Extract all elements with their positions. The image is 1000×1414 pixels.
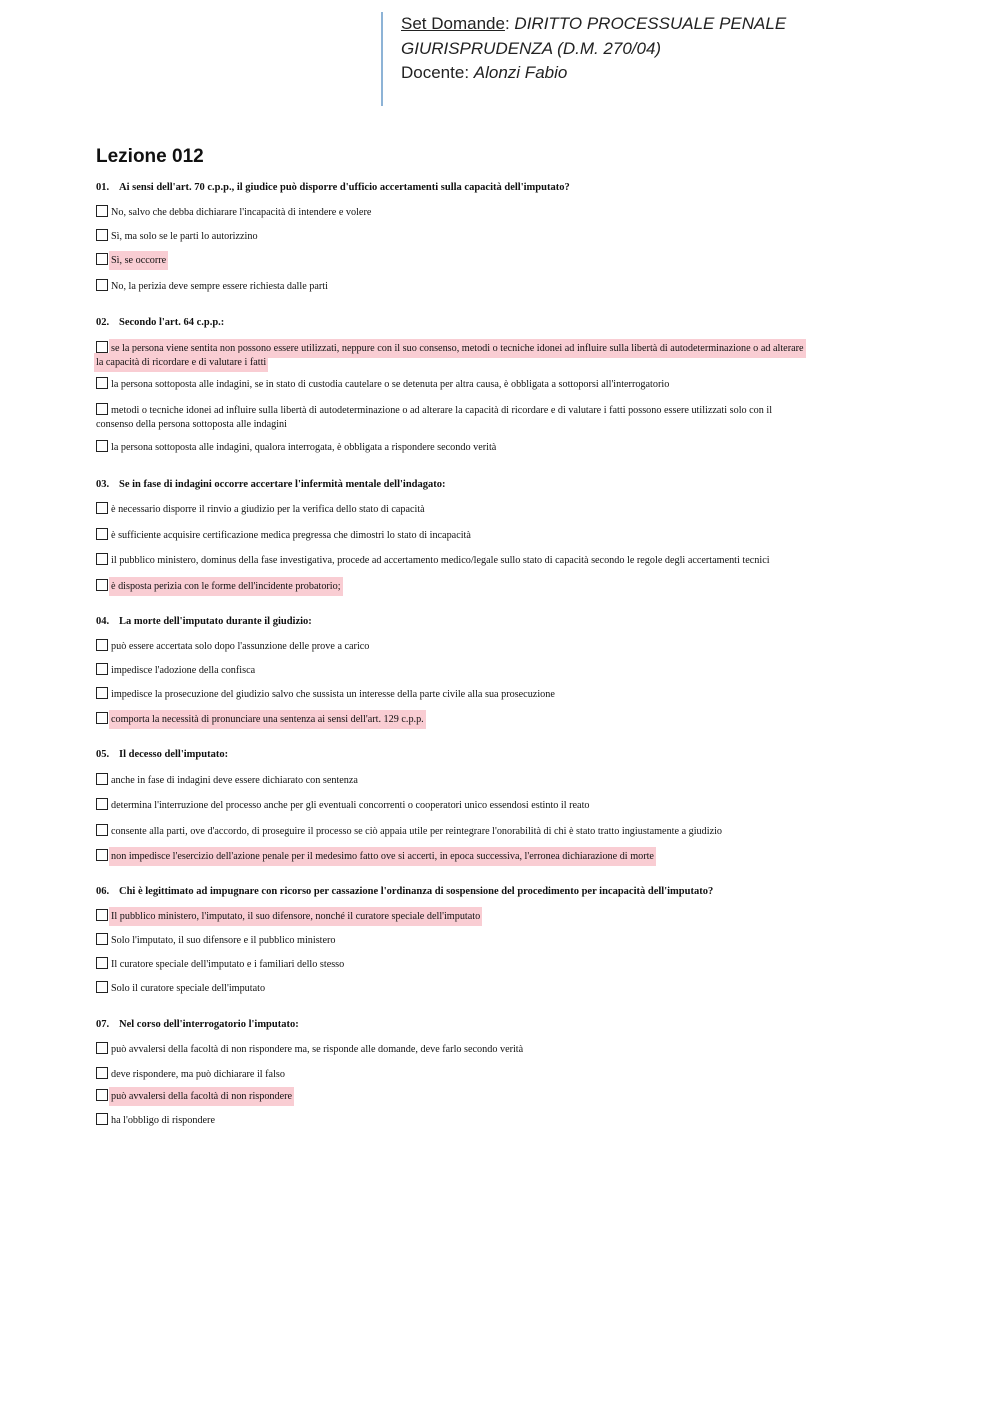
set-label: Set Domande — [401, 14, 505, 33]
header-course-line2 — [401, 37, 941, 62]
question-label: Nel corso dell'interrogatorio l'imputato: — [119, 1019, 299, 1030]
answer-text: No, salvo che debba dichiarare l'incapacità di intendere e volere — [111, 207, 372, 218]
answer-text: comporta la necessità di pronunciare una sentenza ai sensi dell'art. 129 c.p.p. — [111, 714, 424, 725]
answer-checkbox[interactable] — [96, 824, 108, 836]
answer-line-continued — [96, 356, 896, 370]
answer-text: è disposta perizia con le forme dell'incidente probatorio; — [111, 581, 341, 592]
answer-text: la persona sottoposta alle indagini, qualora interrogata, è obbligata a rispondere secondo verità — [111, 442, 497, 453]
answer-line — [96, 639, 896, 654]
answer-checkbox[interactable] — [96, 1113, 108, 1125]
answer-text: è necessario disporre il rinvio a giudizio per la verifica dello stato di capacità — [111, 504, 425, 515]
answer-text: il pubblico ministero, dominus della fase investigativa, procede ad accertamento medico/legale sullo stato di capacità secondo le regole degli accertamenti tecnici — [111, 555, 770, 566]
answer-option[interactable] — [96, 798, 896, 813]
answer-option[interactable] — [96, 553, 896, 568]
answer-option[interactable] — [96, 341, 896, 370]
answer-option[interactable] — [96, 377, 896, 392]
answer-text: deve rispondere, ma può dichiarare il falso — [111, 1069, 285, 1080]
answer-option[interactable] — [96, 1089, 896, 1104]
answer-option[interactable] — [96, 205, 896, 220]
answer-line — [96, 1042, 896, 1057]
answer-option[interactable] — [96, 849, 896, 864]
answer-option[interactable] — [96, 687, 896, 702]
question-label: Chi è legittimato ad impugnare con ricorso per cassazione l'ordinanza di sospensione del procedimento per incapacità dell'imputato? — [119, 886, 714, 897]
answer-text: Sì, se occorre — [111, 255, 167, 266]
answer-line — [96, 933, 896, 948]
answer-line — [96, 528, 896, 543]
answer-text: può essere accertata solo dopo l'assunzione delle prove a carico — [111, 641, 370, 652]
answer-option[interactable] — [96, 1042, 896, 1057]
answer-checkbox[interactable] — [96, 687, 108, 699]
answer-checkbox[interactable] — [96, 579, 108, 591]
answer-text: la persona sottoposta alle indagini, se in stato di custodia cautelare o se detenuta per altra causa, è obbligata a sottoporsi all'interrogatorio — [111, 379, 670, 390]
answer-option[interactable] — [96, 279, 896, 294]
question-text — [96, 615, 312, 629]
answer-checkbox[interactable] — [96, 528, 108, 540]
question-label: La morte dell'imputato durante il giudizio: — [119, 616, 312, 627]
question-text — [96, 748, 228, 762]
question-text — [96, 885, 713, 899]
set-colon: : — [504, 14, 510, 33]
course-name-line2: GIURISPRUDENZA (D.M. 270/04) — [401, 38, 662, 58]
answer-line — [96, 1113, 896, 1128]
question-number: 02. — [96, 317, 110, 328]
answer-line — [96, 502, 896, 517]
question-label: Secondo l'art. 64 c.p.p.: — [119, 317, 225, 328]
answer-text: può avvalersi della facoltà di non rispondere — [111, 1091, 293, 1102]
question-number: 03. — [96, 479, 110, 490]
answer-checkbox[interactable] — [96, 849, 108, 861]
question-number: 05. — [96, 749, 110, 760]
answer-line — [96, 1067, 896, 1082]
answer-checkbox[interactable] — [96, 639, 108, 651]
answer-line — [96, 403, 896, 418]
answer-checkbox[interactable] — [96, 981, 108, 993]
question-number: 07. — [96, 1019, 110, 1030]
question-label: Il decesso dell'imputato: — [119, 749, 229, 760]
answer-text: impedisce la prosecuzione del giudizio salvo che sussista un interesse della parte civile alla sua prosecuzione — [111, 689, 555, 700]
answer-text: non impedisce l'esercizio dell'azione penale per il medesimo fatto ove si accerti, in epoca successiva, l'erronea dichiarazione di morte — [111, 851, 654, 862]
answer-option[interactable] — [96, 440, 896, 455]
answer-option[interactable] — [96, 639, 896, 654]
answer-checkbox[interactable] — [96, 712, 108, 724]
question-text — [96, 1018, 299, 1032]
answer-line — [96, 909, 896, 924]
answer-line — [96, 687, 896, 702]
answer-checkbox[interactable] — [96, 377, 108, 389]
answer-checkbox[interactable] — [96, 773, 108, 785]
question-number: 06. — [96, 886, 110, 897]
answer-text: ha l'obbligo di rispondere — [111, 1115, 215, 1126]
answer-line — [96, 663, 896, 678]
answer-text: Solo l'imputato, il suo difensore e il pubblico ministero — [111, 935, 336, 946]
header-set-line — [401, 12, 941, 37]
answer-text: metodi o tecniche idonei ad influire sulla libertà di autodeterminazione o ad alterare la capacità di ricordare e di valutare i fatti possono essere utilizzati solo con il — [111, 405, 773, 416]
answer-option[interactable] — [96, 712, 896, 727]
answer-line — [96, 553, 896, 568]
answer-checkbox[interactable] — [96, 1089, 108, 1101]
teacher-name: Alonzi Fabio — [473, 63, 568, 82]
answer-option[interactable] — [96, 1113, 896, 1128]
answer-line — [96, 798, 896, 813]
answer-line — [96, 279, 896, 294]
answer-text: se la persona viene sentita non possono essere utilizzati, neppure con il suo consenso, metodi o tecniche idonei ad influire sulla libertà di autodeterminazione o ad alterare — [111, 343, 804, 354]
answer-text: è sufficiente acquisire certificazione medica pregressa che dimostri lo stato di incapacità — [111, 530, 471, 541]
answer-option[interactable] — [96, 579, 896, 594]
answer-option[interactable] — [96, 981, 896, 996]
answer-checkbox[interactable] — [96, 957, 108, 969]
answer-line — [96, 773, 896, 788]
answer-line — [96, 229, 896, 244]
question-text — [96, 181, 570, 195]
lesson-title: Lezione 012 — [96, 146, 204, 167]
answer-checkbox[interactable] — [96, 663, 108, 675]
answer-option[interactable] — [96, 824, 896, 839]
answer-checkbox[interactable] — [96, 205, 108, 217]
answer-checkbox[interactable] — [96, 1067, 108, 1079]
answer-checkbox[interactable] — [96, 403, 108, 415]
answer-text: può avvalersi della facoltà di non rispondere ma, se risponde alle domande, deve farlo secondo verità — [111, 1044, 524, 1055]
answer-line — [96, 377, 896, 392]
answer-text: No, la perizia deve sempre essere richiesta dalle parti — [111, 281, 328, 292]
course-name-line1: DIRITTO PROCESSUALE PENALE — [514, 14, 787, 33]
answer-checkbox[interactable] — [96, 1042, 108, 1054]
answer-line — [96, 957, 896, 972]
answer-line — [96, 579, 896, 594]
teacher-label: Docente: — [401, 63, 470, 82]
answer-line — [96, 341, 896, 356]
answer-line — [96, 824, 896, 839]
answer-option[interactable] — [96, 957, 896, 972]
answer-text: Solo il curatore speciale dell'imputato — [111, 983, 266, 994]
document-header — [381, 12, 941, 106]
answer-option[interactable] — [96, 773, 896, 788]
question-text — [96, 316, 224, 330]
answer-option[interactable] — [96, 403, 896, 432]
answer-line — [96, 253, 896, 268]
answer-checkbox[interactable] — [96, 229, 108, 241]
answer-text: consente alla parti, ove d'accordo, di proseguire il processo se ciò appaia utile per reintegrare l'onorabilità di chi è stato tratto ingiustamente a giudizio — [111, 826, 723, 837]
answer-checkbox[interactable] — [96, 933, 108, 945]
answer-line — [96, 981, 896, 996]
answer-checkbox[interactable] — [96, 253, 108, 265]
answer-option[interactable] — [96, 909, 896, 924]
answer-option[interactable] — [96, 528, 896, 543]
answer-option[interactable] — [96, 933, 896, 948]
answer-line — [96, 849, 896, 864]
answer-checkbox[interactable] — [96, 502, 108, 514]
answer-line — [96, 1089, 896, 1104]
answer-checkbox[interactable] — [96, 798, 108, 810]
answer-text: Sì, ma solo se le parti lo autorizzino — [111, 231, 258, 242]
answer-line — [96, 712, 896, 727]
answer-line — [96, 205, 896, 220]
answer-checkbox[interactable] — [96, 909, 108, 921]
answer-option[interactable] — [96, 663, 896, 678]
answer-option[interactable] — [96, 229, 896, 244]
question-text — [96, 478, 446, 492]
answer-line-continued — [96, 418, 896, 432]
answer-line — [96, 440, 896, 455]
answer-text: determina l'interruzione del processo anche per gli eventuali concorrenti o cooperatori unico essendosi estinto il reato — [111, 800, 590, 811]
header-teacher-line — [401, 61, 941, 86]
answer-checkbox[interactable] — [96, 341, 108, 353]
question-label: Se in fase di indagini occorre accertare l'infermità mentale dell'indagato: — [119, 479, 446, 490]
answer-text-continued: la capacità di ricordare e di valutare i fatti — [96, 357, 267, 368]
answer-text: impedisce l'adozione della confisca — [111, 665, 256, 676]
question-label: Ai sensi dell'art. 70 c.p.p., il giudice può disporre d'ufficio accertamenti sulla capacità dell'imputato? — [119, 182, 570, 193]
answer-checkbox[interactable] — [96, 440, 108, 452]
answer-text: Il curatore speciale dell'imputato e i familiari dello stesso — [111, 959, 345, 970]
answer-checkbox[interactable] — [96, 279, 108, 291]
answer-option[interactable] — [96, 1067, 896, 1082]
answer-option[interactable] — [96, 253, 896, 268]
answer-option[interactable] — [96, 502, 896, 517]
question-number: 04. — [96, 616, 110, 627]
answer-text: Il pubblico ministero, l'imputato, il suo difensore, nonché il curatore speciale dell'imputato — [111, 911, 481, 922]
answer-checkbox[interactable] — [96, 553, 108, 565]
answer-text-continued: consenso della persona sottoposta alle indagini — [96, 419, 287, 430]
question-number: 01. — [96, 182, 110, 193]
answer-text: anche in fase di indagini deve essere dichiarato con sentenza — [111, 775, 358, 786]
